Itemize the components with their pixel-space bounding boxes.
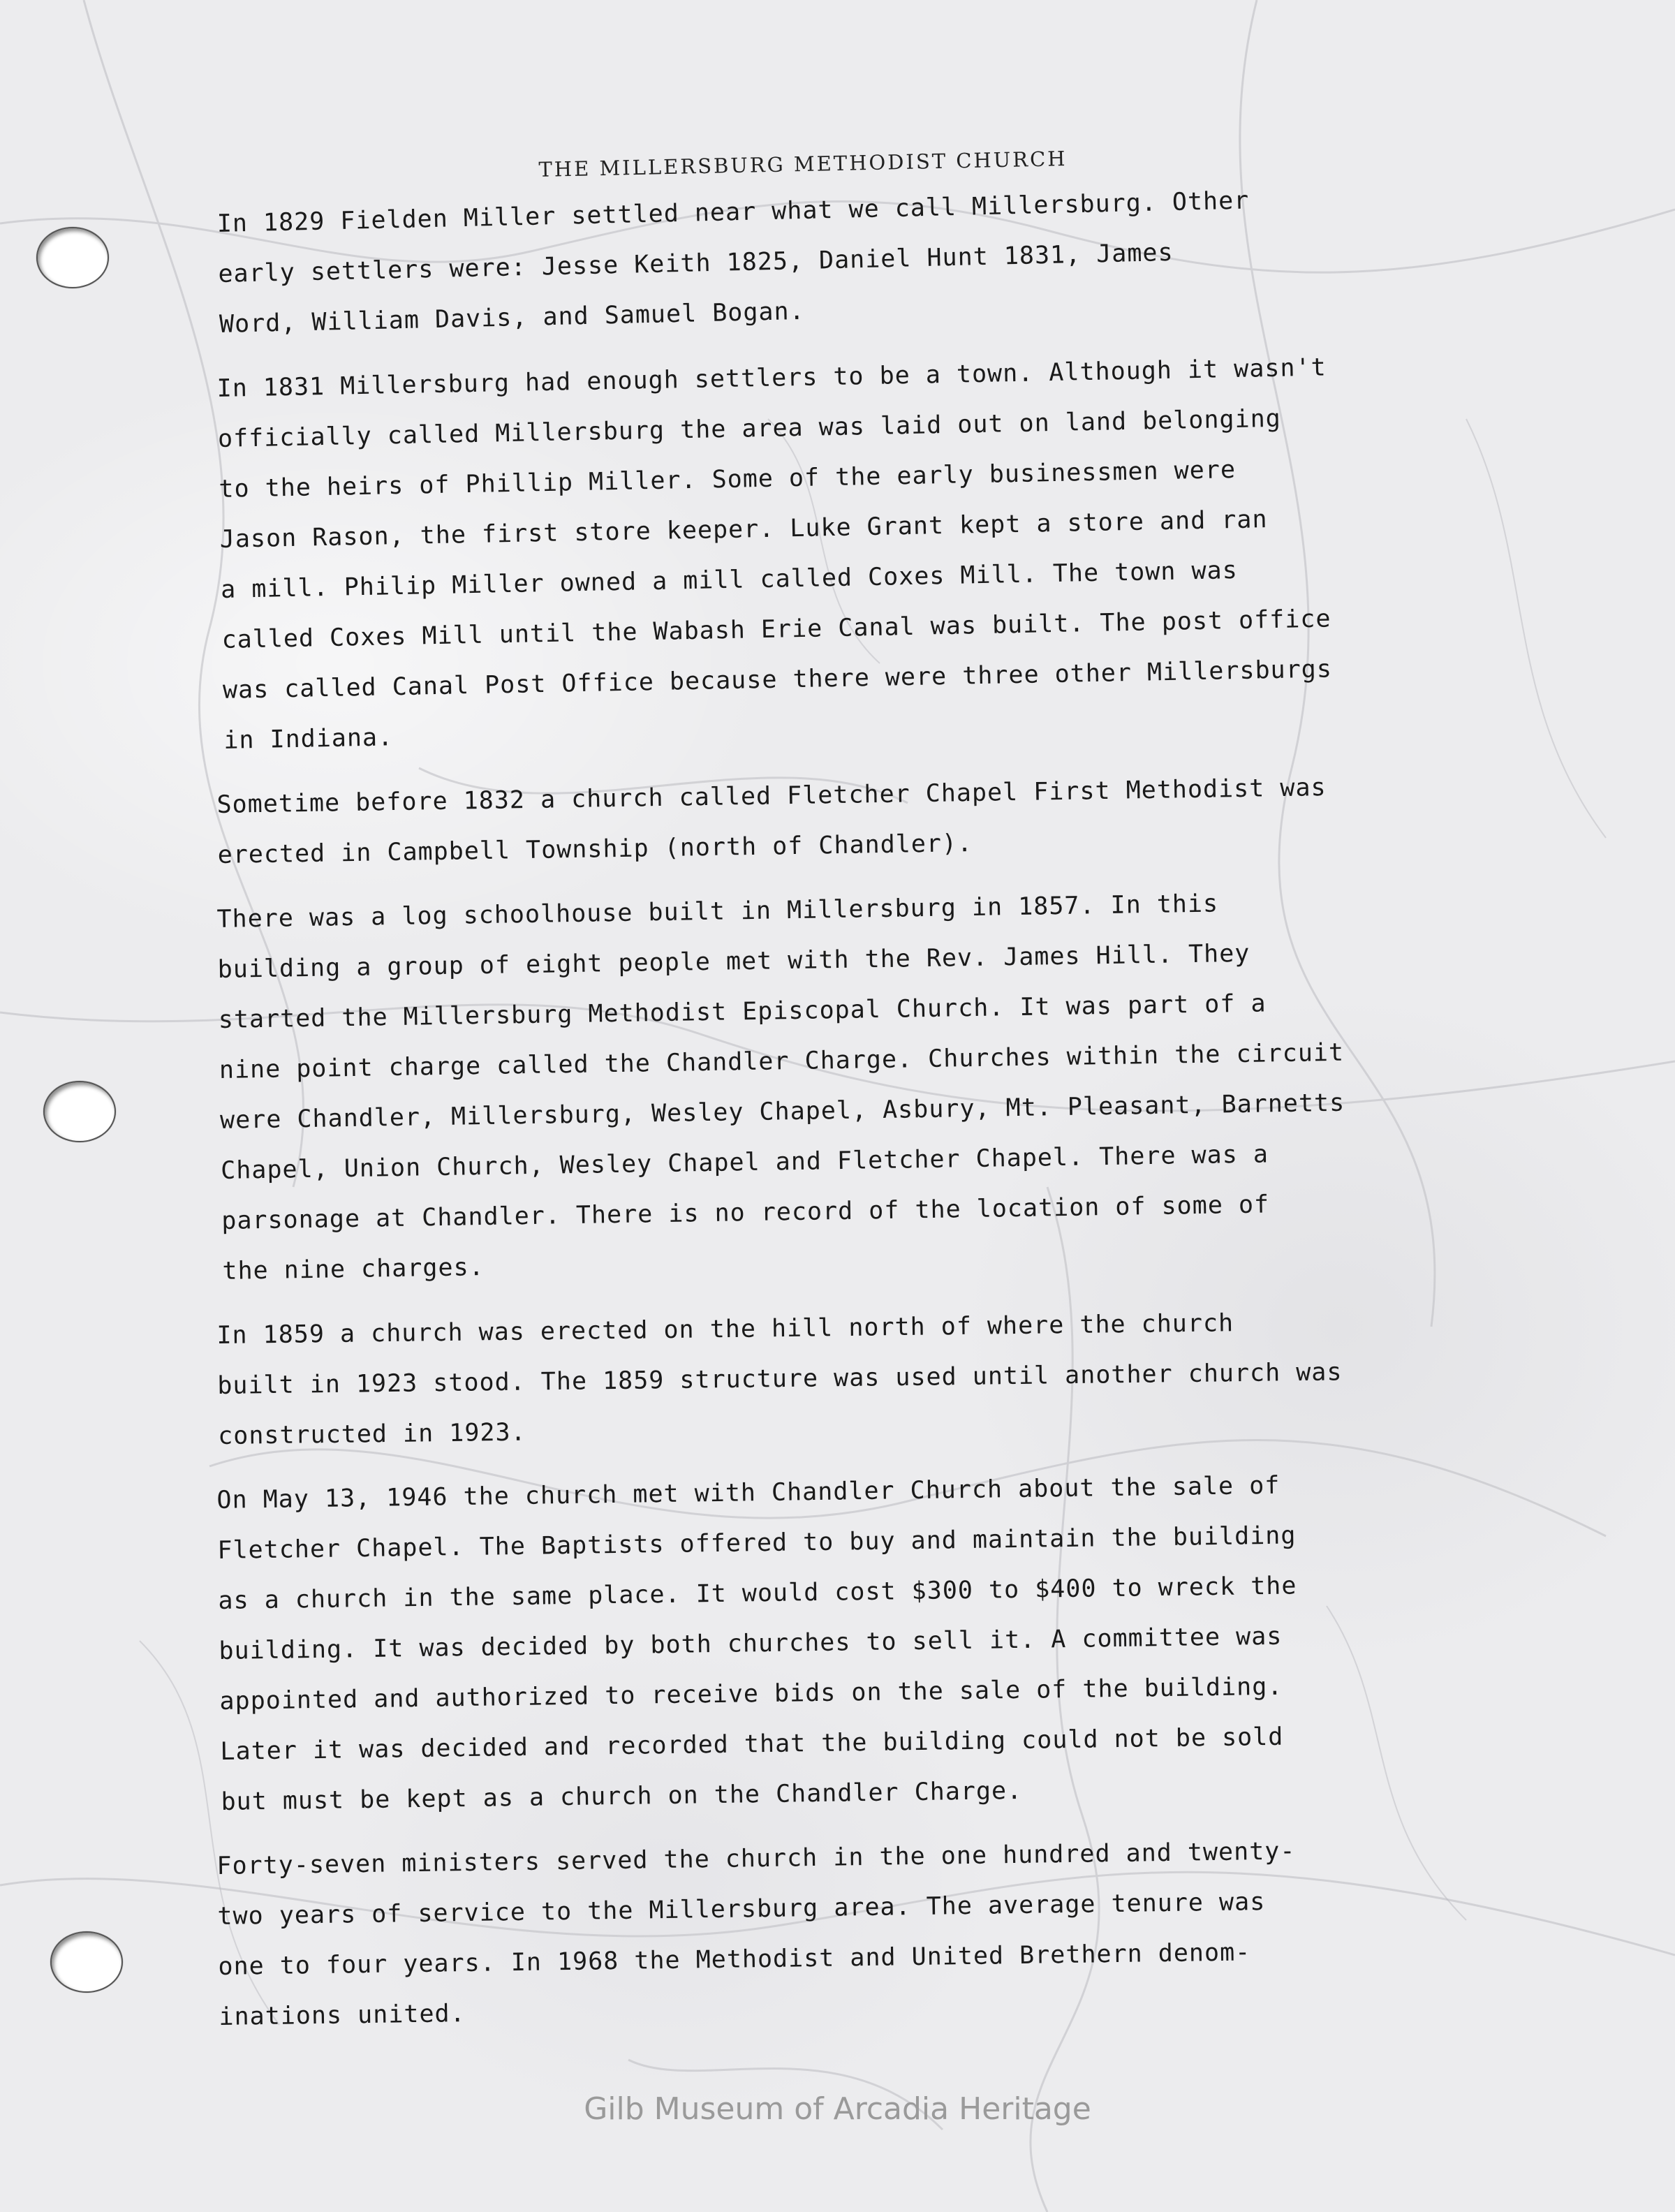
text-line: built in 1923 stood. The 1859 structure was used until another church was [217, 1358, 1343, 1400]
text-line: Later it was decided and recorded that the building could not be sold [220, 1723, 1284, 1766]
text-line: called Coxes Mill until the Wabash Erie Canal was built. The post office [221, 605, 1331, 654]
text-line: nine point charge called the Chandler Charge. Churches within the circuit [219, 1038, 1345, 1084]
punch-hole-middle [43, 1081, 116, 1142]
text-line: Forty-seven ministers served the church in the one hundred and twenty- [216, 1837, 1296, 1880]
text-line: started the Millersburg Methodist Episcopal Church. It was part of a [218, 989, 1267, 1034]
punch-hole-bottom [50, 1931, 123, 1993]
text-line: On May 13, 1946 the church met with Chandler Church about the sale of [216, 1471, 1281, 1514]
paragraph-ministers [216, 1823, 1497, 2042]
text-line: parsonage at Chandler. There is no record of the location of some of [221, 1190, 1270, 1235]
text-line: a mill. Philip Miller owned a mill called Coxes Mill. The town was [220, 556, 1239, 604]
text-line: two years of service to the Millersburg area. The average tenure was [217, 1888, 1266, 1931]
text-line: early settlers were: Jesse Keith 1825, Daniel Hunt 1831, James [217, 238, 1174, 288]
text-line: Sometime before 1832 a church called Fletcher Chapel First Methodist was [216, 774, 1327, 819]
museum-credit: Gilb Museum of Arcadia Heritage [584, 2091, 1091, 2127]
text-line: inations united. [219, 2000, 466, 2031]
text-line: building. It was decided by both churches to sell it. A committee was [219, 1622, 1283, 1665]
paragraph-1859-church [216, 1295, 1496, 1461]
text-line: the nine charges. [222, 1253, 485, 1285]
text-line: one to four years. In 1968 the Methodist and United Brethern denom- [218, 1938, 1251, 1981]
text-line: but must be kept as a church on the Chandler Charge. [221, 1776, 1023, 1816]
text-line: In 1859 a church was erected on the hill north of where the church [216, 1309, 1234, 1350]
text-line: There was a log schoolhouse built in Millersburg in 1857. In this [216, 890, 1219, 934]
text-line: In 1831 Millersburg had enough settlers to be a town. Although it wasn't [216, 353, 1327, 403]
text-line: officially called Millersburg the area was laid out on land belonging [217, 404, 1282, 453]
text-line: Chapel, Union Church, Wesley Chapel and Fletcher Chapel. There was a [220, 1140, 1269, 1185]
document-body [216, 186, 1494, 2056]
paragraph-early-settlers [216, 170, 1497, 349]
page-title: THE MILLERSBURG METHODIST CHURCH [538, 147, 1068, 182]
text-line: as a church in the same place. It would cost $300 to $400 to wreck the [218, 1572, 1297, 1615]
text-line: Jason Rason, the first store keeper. Luke Grant kept a store and ran [219, 506, 1268, 554]
text-line: appointed and authorized to receive bids on the sale of the building. [219, 1672, 1283, 1716]
paragraph-fletcher-chapel [216, 760, 1496, 880]
text-line: in Indiana. [223, 723, 394, 755]
paragraph-1946-sale [216, 1457, 1499, 1827]
text-line: to the heirs of Phillip Miller. Some of the early businessmen were [219, 456, 1237, 503]
paragraph-town-founding [216, 339, 1502, 766]
text-line: constructed in 1923. [217, 1418, 526, 1450]
text-line: In 1829 Fielden Miller settled near what we call Millersburg. Other [216, 186, 1250, 238]
text-line: Word, William Davis, and Samuel Bogan. [219, 297, 806, 339]
paragraph-log-schoolhouse [216, 874, 1500, 1297]
text-line: Fletcher Chapel. The Baptists offered to buy and maintain the building [217, 1521, 1297, 1565]
text-line: was called Canal Post Office because there were three other Millersburgs [222, 655, 1333, 705]
text-line: building a group of eight people met with the Rev. James Hill. They [217, 939, 1250, 984]
text-line: were Chandler, Millersburg, Wesley Chapel, Asbury, Mt. Pleasant, Barnetts [219, 1089, 1345, 1135]
text-line: erected in Campbell Township (north of Chandler). [217, 830, 973, 869]
punch-hole-top [36, 227, 109, 288]
